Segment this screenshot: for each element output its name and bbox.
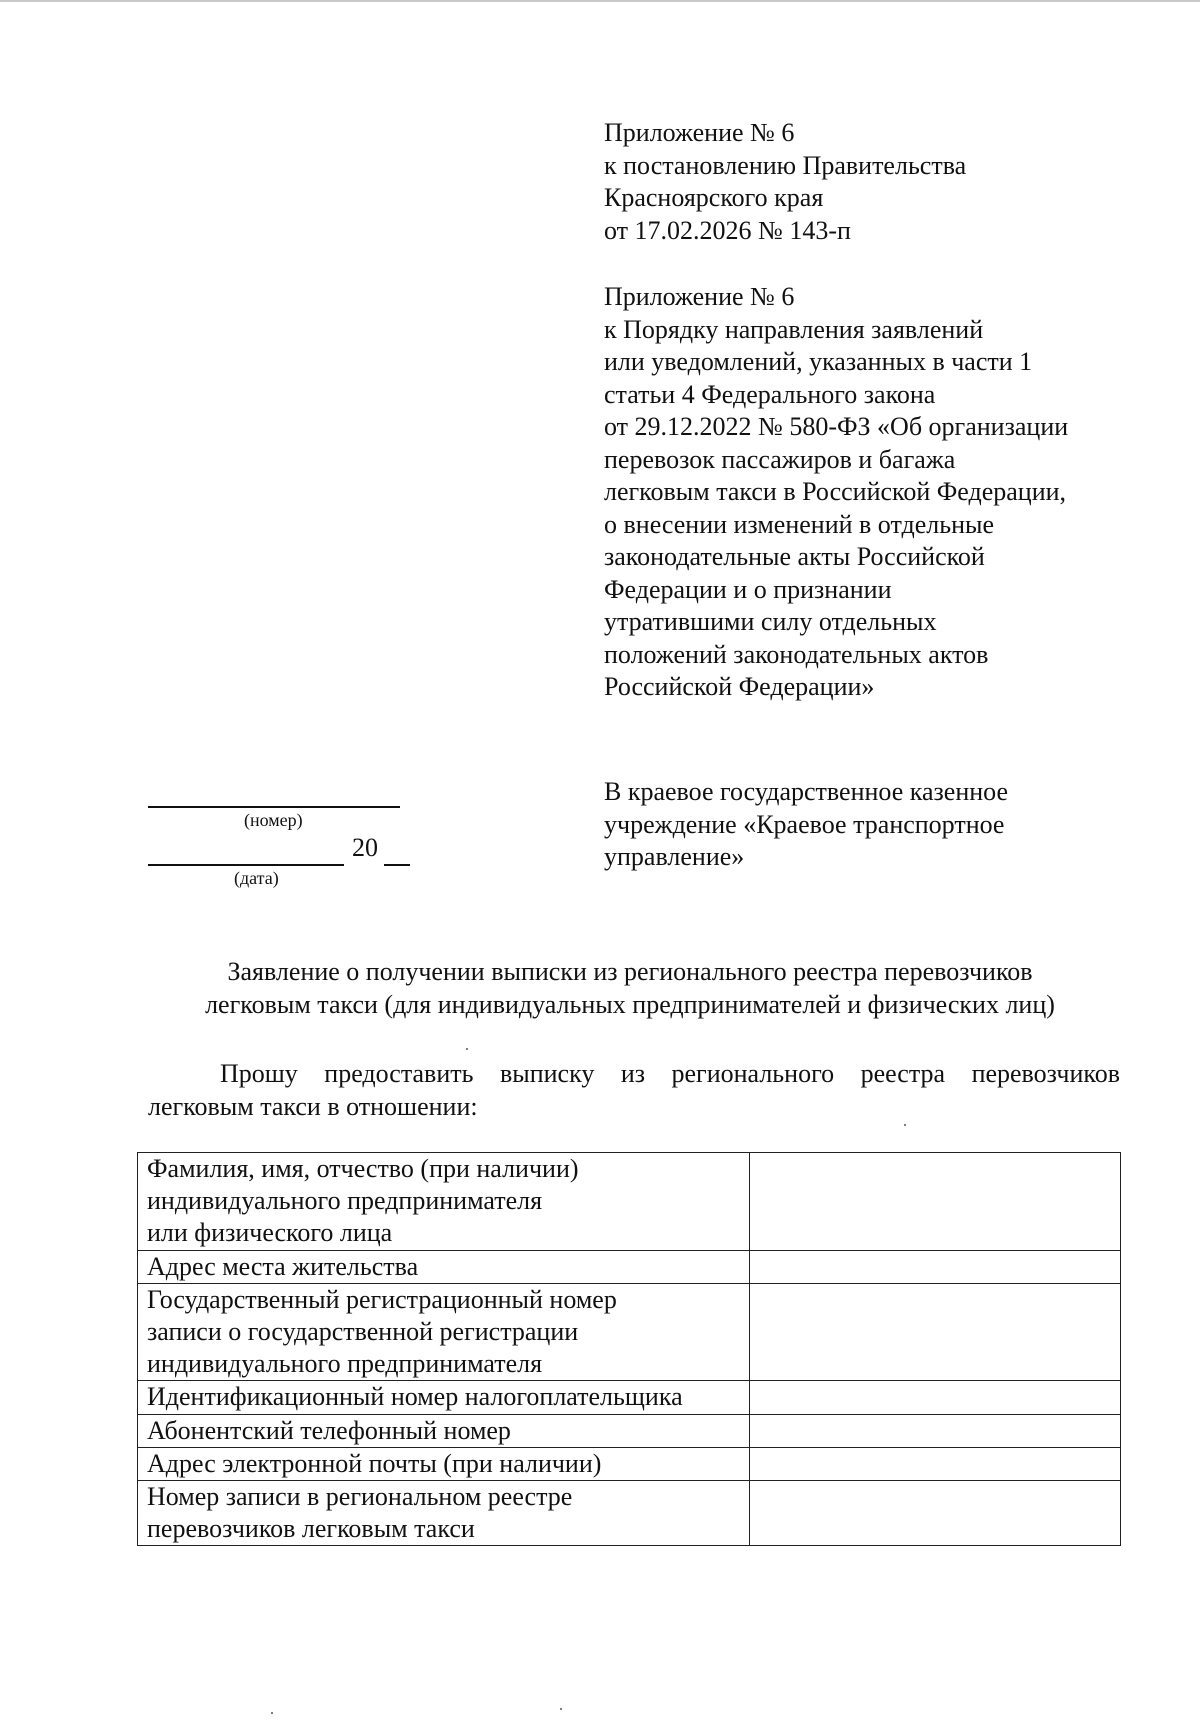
number-caption: (номер) — [244, 810, 303, 830]
appendix-header-line: Красноярского края — [604, 183, 824, 212]
number-blank-line[interactable] — [148, 806, 400, 808]
appendix-order-line: положений законодательных актов — [604, 639, 989, 669]
row-label-line: Государственный регистрационный номер — [147, 1284, 617, 1314]
appendix-header-line: Приложение № 6 — [604, 118, 795, 147]
appendix-order-line: утратившими силу отдельных — [604, 607, 937, 636]
table-row — [138, 1414, 1121, 1447]
appendix-order-block — [604, 281, 1124, 704]
row-label-line: индивидуального предпринимателя — [147, 1349, 543, 1379]
table-row — [138, 1250, 1121, 1283]
row-label-line: записи о государственной регистрации — [147, 1317, 579, 1347]
appendix-order-line: о внесении изменений в отдельные — [604, 509, 994, 539]
appendix-header-line: от 17.02.2026 № 143-п — [604, 215, 851, 245]
row-label-line: индивидуального предпринимателя — [147, 1186, 543, 1216]
appendix-order-line: перевозок пассажиров и багажа — [604, 444, 956, 474]
request-line: легковым такси в отношении: — [148, 1091, 478, 1121]
table-row — [138, 1447, 1121, 1480]
appendix-order-line: к Порядку направления заявлений — [604, 314, 984, 344]
number-date-block — [148, 776, 408, 896]
addressee-line: управление» — [604, 842, 745, 871]
row-label-line: Фамилия, имя, отчество (при наличии) — [147, 1154, 579, 1183]
table-row — [138, 1381, 1121, 1414]
table-row — [138, 1481, 1121, 1546]
year-prefix: 20 — [352, 833, 378, 862]
document-title — [140, 956, 1120, 1021]
scan-speck — [904, 1124, 906, 1126]
date-blank-line[interactable] — [148, 864, 344, 866]
row-value-full-name[interactable] — [749, 1153, 1120, 1251]
appendix-order-line: легковым такси в Российской Федерации, — [604, 477, 1067, 506]
table-row — [138, 1283, 1121, 1381]
row-value-registration-number[interactable] — [749, 1283, 1120, 1381]
row-label-taxpayer-id — [138, 1381, 750, 1414]
year-blank-line[interactable] — [384, 864, 410, 866]
appendix-order-line: Федерации и о признании — [604, 574, 892, 604]
row-label-line: или физического лица — [147, 1218, 393, 1248]
addressee-line: учреждение «Краевое транспортное — [604, 809, 1005, 839]
document-title-line: Заявление о получении выписки из регионального реестра перевозчиков — [227, 957, 1033, 986]
row-value-taxpayer-id[interactable] — [749, 1381, 1120, 1414]
row-label-line: Идентификационный номер налогоплательщика — [147, 1382, 683, 1412]
row-label-email — [138, 1447, 750, 1480]
row-label-residence-address — [138, 1250, 750, 1283]
appendix-header-block — [604, 117, 1124, 247]
scan-top-border — [0, 0, 1200, 2]
appendix-order-line: или уведомлений, указанных в части 1 — [604, 347, 1033, 376]
row-label-line: перевозчиков легковым такси — [147, 1514, 475, 1544]
row-value-email[interactable] — [749, 1447, 1120, 1480]
request-line: Прошу предоставить выписку из регионального реестра перевозчиков — [220, 1059, 1120, 1088]
addressee-line: В краевое государственное казенное — [604, 777, 1009, 806]
appendix-order-line: от 29.12.2022 № 580-ФЗ «Об организации — [604, 412, 1069, 441]
row-label-line: Номер записи в региональном реестре — [147, 1482, 573, 1512]
scan-speck — [271, 1712, 273, 1714]
row-label-phone-number — [138, 1414, 750, 1447]
addressee-block — [604, 776, 1104, 874]
row-label-line: Абонентский телефонный номер — [147, 1415, 511, 1445]
appendix-order-line: Приложение № 6 — [604, 282, 795, 311]
document-title-line: легковым такси (для индивидуальных предпринимателей и физических лиц) — [205, 989, 1055, 1019]
table-row — [138, 1153, 1121, 1251]
row-value-phone-number[interactable] — [749, 1414, 1120, 1447]
row-label-line: Адрес электронной почты (при наличии) — [147, 1448, 602, 1478]
applicant-details-table — [137, 1152, 1121, 1546]
appendix-order-line: статьи 4 Федерального закона — [604, 379, 936, 409]
appendix-order-line: Российской Федерации» — [604, 672, 875, 701]
date-caption: (дата) — [234, 868, 279, 888]
request-paragraph — [148, 1058, 1120, 1123]
row-label-line: Адрес места жительства — [147, 1251, 419, 1281]
row-value-residence-address[interactable] — [749, 1250, 1120, 1283]
row-value-registry-entry-number[interactable] — [749, 1481, 1120, 1546]
row-label-registry-entry-number — [138, 1481, 750, 1546]
appendix-header-line: к постановлению Правительства — [604, 150, 967, 180]
scan-speck — [560, 1708, 562, 1710]
row-label-full-name — [138, 1153, 750, 1251]
appendix-order-line: законодательные акты Российской — [604, 542, 985, 571]
row-label-registration-number — [138, 1283, 750, 1381]
scan-speck — [466, 1048, 468, 1050]
